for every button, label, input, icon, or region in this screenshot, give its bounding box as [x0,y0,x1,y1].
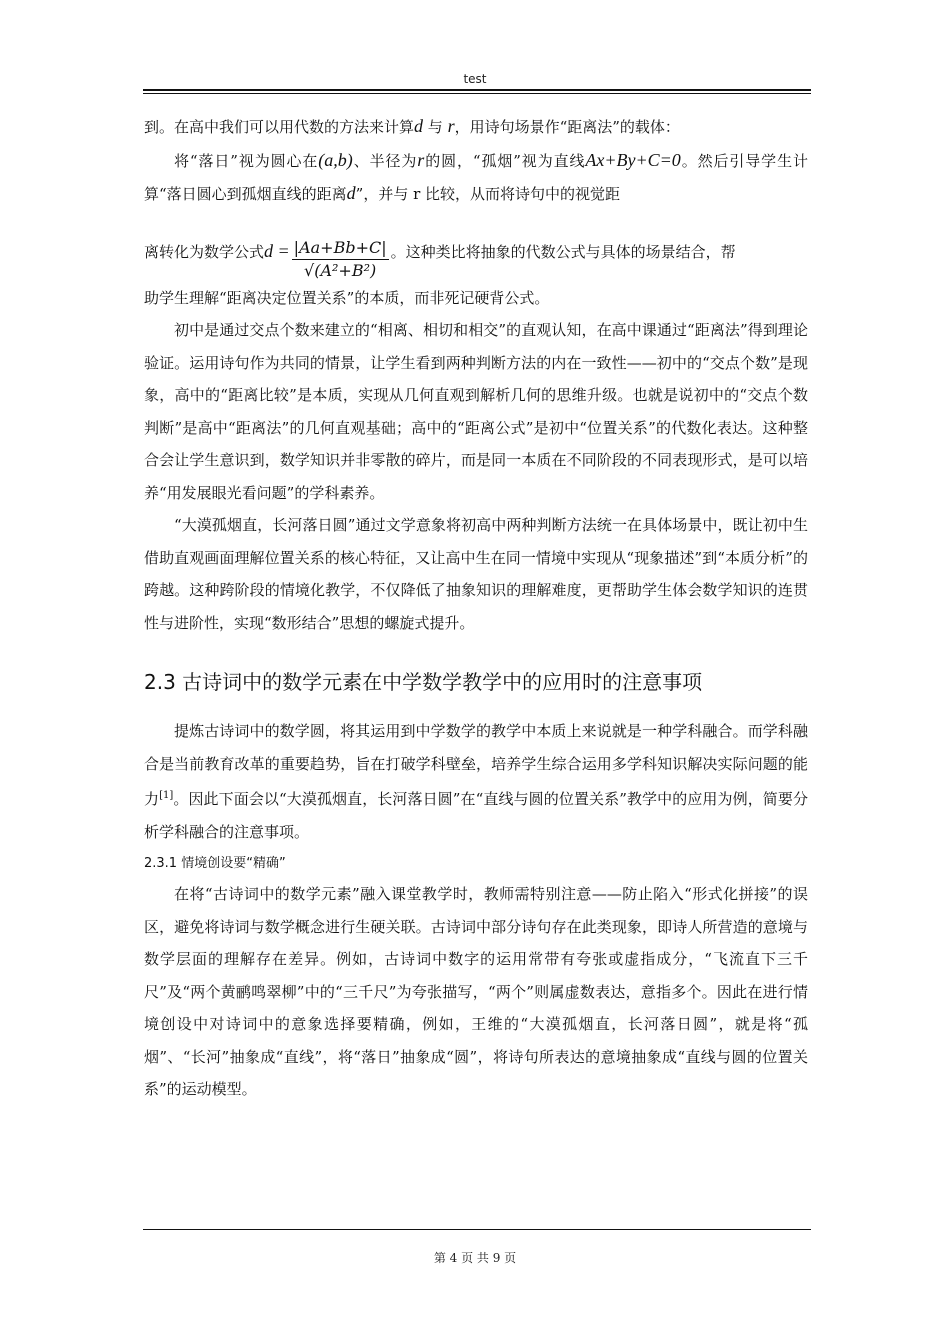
para1-text-c: ，用诗句场景作“距离法”的载体： [454,118,680,136]
para7-text-a: 提炼古诗词中的数学圆，将其运用到中学数学的教学中本质上来说就是一种学科融合。而学科融合是当前教育改革的重要趋势，旨在打破学科壁垒，培养学生综合运用多学科知识解决实际问题的能力 [144,722,808,808]
header-rule-thick [143,89,811,91]
citation-marker[interactable]: [1] [159,790,174,801]
paragraph-circle-line-model [144,144,808,211]
paragraph-continuation [144,110,808,144]
distance-formula-fraction [292,237,389,282]
paragraph-poem-unification: “大漠孤烟直，长河落日圆”通过文学意象将初高中两种判断方法统一在具体场景中，既让初中生借助直观画面理解位置关系的核心特征，又让高中生在同一情境中实现从“现象描述”到“本质分析”的跨越。这种跨阶段的情境化教学，不仅降低了抽象知识的理解难度，更帮助学生体会数学知识的连贯性与进阶性，实现“数形结合”思想的螺旋式提升。 [144,516,808,632]
para7-text-b: 。因此下面会以“大漠孤烟直，长河落日圆”在“直线与圆的位置关系”教学中的应用为例，简要分析学科融合的注意事项。 [144,790,808,841]
math-circle-center: (a,b) [318,149,353,170]
paragraph-discipline-fusion [144,715,808,848]
section-heading-2-3: 2.3 古诗词中的数学元素在中学数学教学中的应用时的注意事项 [144,670,703,694]
paragraph-essence: 助学生理解“距离决定位置关系”的本质，而非死记硬背公式。 [144,288,550,307]
para2-text-e: ”，并与 r 比较，从而将诗句中的视觉距 [355,185,621,203]
subsection-heading-2-3-1: 2.3.1 情境创设要“精确” [144,856,286,871]
para3-text-a: 离转化为数学公式 [144,242,265,261]
formula-denominator: √(A²+B²) [304,260,377,280]
para2-text-a: 将“落日”视为圆心在 [174,151,319,170]
document-body [144,110,808,1106]
math-var-r: r [447,116,455,136]
para2-text-b: 、半径为 [352,151,418,170]
page-number-footer: 第 4 页 共 9 页 [433,1251,517,1265]
header-rule-thin [143,93,811,94]
math-var-d: d [414,116,424,136]
math-distance-d: d [346,183,356,203]
para1-text-b: 与 [423,118,448,136]
paragraph-junior-senior: 初中是通过交点个数来建立的“相离、相切和相交”的直观认知，在高中课通过“距离法”得到理论验证。运用诗句作为共同的情景，让学生看到两种判断方法的内在一致性——初中的“交点个数”是现象，高中的“距离比较”是本质，实现从几何直观到解析几何的思维升级。也就是说初中的“交点个数判断”是高中“距离法”的几何直观基础；高中的“距离公式”是初中“位置关系”的代数化表达。这种整合会让学生意识到，数学知识并非零散的碎片，而是同一本质在不同阶段的不同表现形式，是可以培养“用发展眼光看问题”的学科素养。 [144,321,808,502]
footer-rule [143,1229,811,1230]
page-header-title: test [463,72,487,86]
para2-text-c: 的圆，“孤烟”视为直线 [424,151,586,170]
para2-text-d: 。然后引导学生计算“落日圆心到孤烟直线的距离 [144,151,808,203]
paragraph-precise-context: 在将“古诗词中的数学元素”融入课堂教学时，教师需特别注意——防止陷入“形式化拼接”的误区，避免将诗词与数学概念进行生硬关联。古诗词中部分诗句存在此类现象，即诗人所营造的意境与数学层面的理解存在差异。例如，古诗词中数字的运用常带有夸张或虚指成分，“飞流直下三千尺”及“两个黄鹂鸣翠柳”中的“三千尺”为夸张描写，“两个”则属虚数表达，意指多个。因此在进行情境创设中对诗词中的意象选择要精确，例如，王维的“大漠孤烟直，长河落日圆”，就是将“孤烟”、“长河”抽象成“直线”，将“落日”抽象成“圆”，将诗句所表达的意境抽象成“直线与圆的位置关系”的运动模型。 [144,885,808,1098]
paragraph-distance-formula [144,229,808,282]
math-line-equation: Ax+By+C=0 [585,149,681,170]
para1-text-a: 到。在高中我们可以用代数的方法来计算 [144,118,415,136]
formula-numerator: |Aa+Bb+C| [292,237,389,260]
math-radius-r: r [417,149,425,170]
formula-lhs: d = [264,240,290,261]
para3-text-b: 。这种类比将抽象的代数公式与具体的场景结合，帮 [390,242,736,261]
